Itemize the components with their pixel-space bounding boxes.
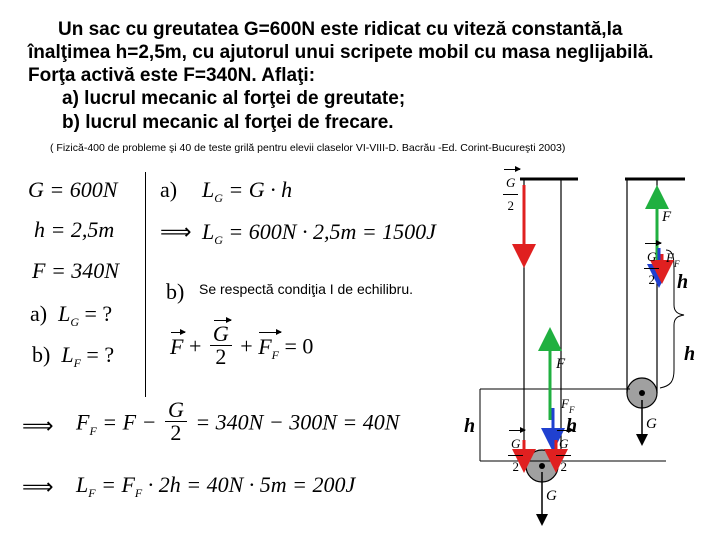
label-half-g-lower-right: $\frac{G}{2}$ <box>553 436 574 481</box>
equilibrium-note: Se respectă condiţia I de echilibru. <box>199 281 414 297</box>
label-h-right: h <box>677 271 689 293</box>
given-height: h = 2,5m <box>34 217 115 242</box>
label-half-g-lower-left: $\frac{G}{2}$ <box>505 436 526 481</box>
label-h-brace: h <box>684 343 696 365</box>
statement-line-1: Un sac cu greutatea G=600N este ridicat cu viteză constantă,la <box>58 19 623 40</box>
label-half-g-right: $\frac{G}{2}$ <box>641 249 662 294</box>
friction-force-calc: $F_F = F$ − $\frac{G}{2}$ = 340N − 300N = 40N <box>76 397 400 445</box>
label-g-lower: G <box>546 488 557 504</box>
statement-line-2: înalţimea h=2,5m, cu ajutorul unui scripete mobil cu masa neglijabilă. <box>28 42 654 63</box>
statement-line-4: a) lucrul mecanic al forţei de greutate; <box>62 88 406 109</box>
label-f-lower: F <box>556 356 566 372</box>
implies-arrow: ⟹ <box>160 219 192 244</box>
question-a: a) $L_G$ = ? <box>30 301 113 329</box>
formula-work-weight: $L_G = G \cdot h$ <box>202 177 293 205</box>
label-half-g-top: $\frac{G}{2}$ <box>500 175 521 220</box>
label-g-upper: G <box>646 416 657 432</box>
source-citation: ( Fizică-400 de probleme şi 40 de teste grilă pentru elevii claselor VI-VIII-D. Bacrău -Ed. Corint-Bucureşti 2003) <box>50 142 566 154</box>
given-weight: G = 600N <box>28 177 118 202</box>
label-h-left: h <box>464 415 476 437</box>
label-ff-lower: $F_F$ <box>561 396 575 415</box>
implies-arrow-2: ⟹ <box>22 413 54 438</box>
given-force: F = 340N <box>32 258 119 283</box>
friction-work-calc: $L_F = F_F \cdot 2h = 40N \cdot 5m = 200J$ <box>76 472 356 500</box>
solution-a-label: a) <box>160 177 178 202</box>
result-work-weight: $L_G = 600N \cdot 2,5m = 1500J$ <box>202 219 436 247</box>
statement-line-3: Forţa activă este F=340N. Aflaţi: <box>28 65 316 86</box>
label-f-top: F <box>662 209 672 225</box>
equilibrium-equation: F + $\frac{G}{2}$ + $F_F = 0$ <box>170 321 314 369</box>
implies-arrow-3: ⟹ <box>22 474 54 499</box>
label-h-mid: h <box>566 415 578 437</box>
statement-line-5: b) lucrul mecanic al forţei de frecare. <box>62 112 394 133</box>
solution-b-label: b) <box>166 279 185 304</box>
question-b: b) $L_F$ = ? <box>32 342 115 370</box>
label-ff-top: $F_F$ <box>666 250 680 269</box>
